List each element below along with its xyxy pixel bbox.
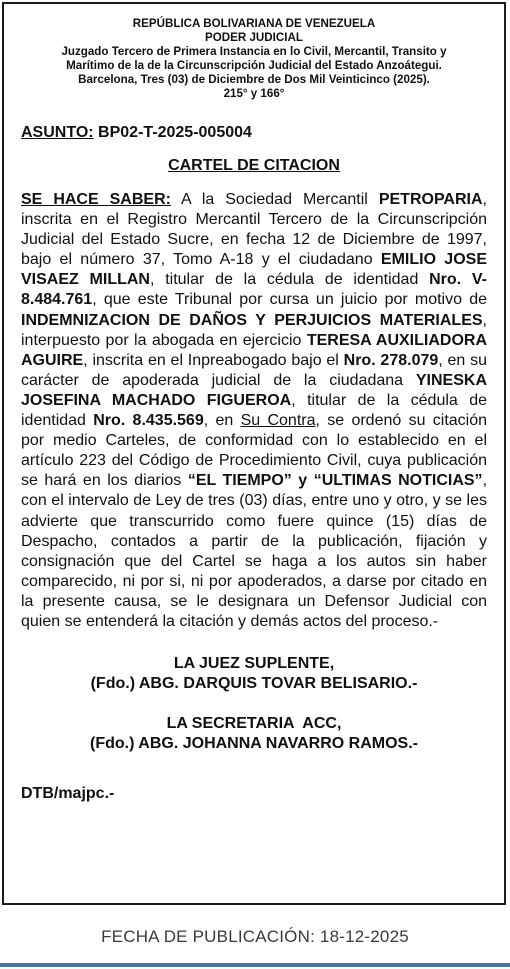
- company-name: PETROPARIA: [378, 191, 483, 208]
- judge-name: (Fdo.) ABG. DARQUIS TOVAR BELISARIO.-: [90, 675, 418, 693]
- secretary-title: LA SECRETARIA ACC,: [166, 715, 342, 733]
- header-years: 215° y 166°: [223, 87, 285, 100]
- initials: DTB/majpc.-: [21, 785, 115, 803]
- plaintiff-id: Nro. 8.435.569: [93, 412, 204, 430]
- notice-frame: [2, 2, 506, 905]
- document-title: CARTEL DE CITACION: [168, 157, 340, 174]
- defendant-id: Nro. V-8.484.761: [21, 271, 488, 309]
- attorney-name: TERESA AUXILIADORA AGUIRE: [21, 331, 488, 369]
- body-text: , interpuesto por la abogada en ejercicio: [21, 311, 487, 349]
- notice-body: [21, 190, 487, 632]
- lawsuit-type: INDEMNIZACION DE DAÑOS Y PERJUICIOS MATERIALES: [21, 311, 483, 329]
- body-text: A la Sociedad Mercantil: [170, 191, 379, 208]
- judge-title: LA JUEZ SUPLENTE,: [173, 655, 335, 673]
- plaintiff-name: YINESKA JOSEFINA MACHADO FIGUEROA: [21, 371, 487, 409]
- notice-lead: SE HACE SABER:: [21, 191, 171, 208]
- body-text: , en su carácter de apoderada judicial de la ciudadana: [21, 351, 488, 389]
- body-text: , se ordenó su citación por medio Carteles, de conformidad con lo establecido en el artículo 223 del Código de Procedimiento Civil, cuya publicación se hará en los diarios: [21, 412, 488, 490]
- case-number: [21, 123, 504, 143]
- body-text: , inscrita en el Registro Mercantil Tercero de la Circunscripción Judicial del Estado Sucre, en fecha 12 de Diciembre de 1997, bajo el número 37, Tomo A-18 y el ciudadano: [21, 191, 487, 269]
- header-republic: REPÚBLICA BOLIVARIANA DE VENEZUELA: [132, 17, 376, 30]
- footer-rule: [0, 963, 510, 967]
- court-header: [4, 17, 504, 101]
- body-text: , que este Tribunal por cursa un juicio por motivo de: [92, 291, 487, 309]
- judge-signature: [4, 654, 504, 694]
- header-court-name: Juzgado Tercero de Primera Instancia en lo Civil, Mercantil, Transito y: [61, 45, 447, 58]
- body-text: , titular de la cédula de identidad: [21, 391, 487, 430]
- attorney-registration: Nro. 278.079: [343, 351, 439, 369]
- publication-date: FECHA DE PUBLICACIÓN: 18-12-2025: [101, 927, 409, 946]
- secretary-name: (Fdo.) ABG. JOHANNA NAVARRO RAMOS.-: [90, 735, 418, 753]
- header-date: Barcelona, Tres (03) de Diciembre de Dos Mil Veinticinco (2025).: [78, 73, 430, 86]
- body-text: , con el intervalo de Ley de tres (03) días, entre uno y otro, y se les advierte que transcurrido como fuere quince (15) días de Despacho, contados a partir de la publicación, fijación y consignación que del Cartel se haga a los autos sin haber comparecido, ni por si, ni por apoderados, a darse por citado en la presente causa, se le designara un Defensor Judicial con quien se entenderá la citación y demás actos del proceso.-: [21, 472, 488, 630]
- case-number-label: ASUNTO:: [21, 124, 94, 141]
- case-number-value: BP02-T-2025-005004: [93, 124, 252, 141]
- header-jurisdiction: Marítimo de la de la Circunscripción Judicial del Estado Anzoátegui.: [66, 59, 442, 72]
- newspapers: “EL TIEMPO” y “ULTIMAS NOTICIAS”: [187, 472, 483, 490]
- su-contra: Su Contra: [240, 412, 316, 430]
- header-judicial-power: PODER JUDICIAL: [205, 31, 303, 44]
- body-text: , titular de la cédula de identidad: [150, 271, 430, 289]
- defendant-name: EMILIO JOSE VISAEZ MILLAN: [21, 251, 487, 289]
- secretary-signature: [4, 714, 504, 754]
- body-text: , en: [203, 412, 241, 430]
- body-text: , inscrita en el Inpreabogado bajo el: [83, 351, 344, 369]
